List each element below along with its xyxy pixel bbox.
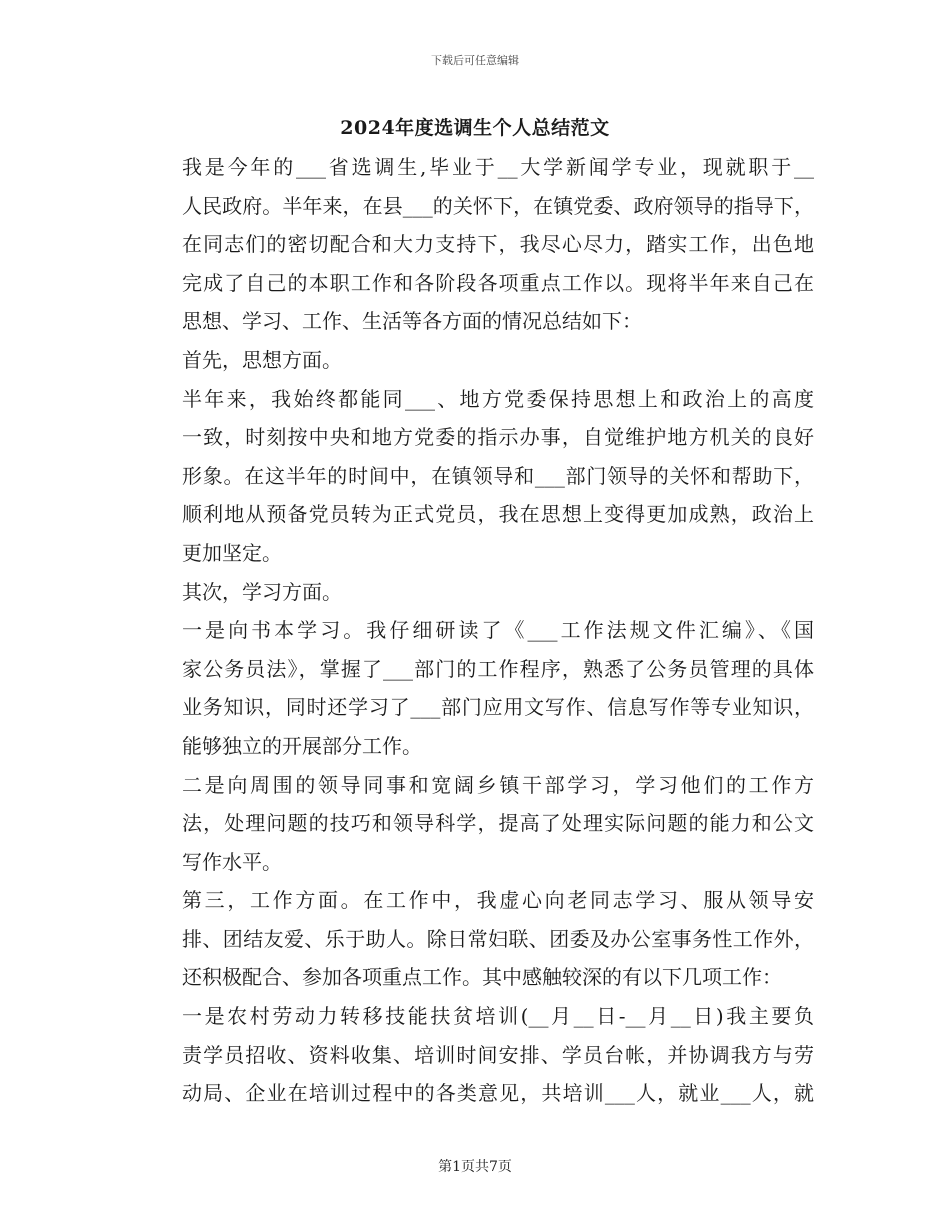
section-heading-study: [142, 573, 814, 612]
text-line: 一致，时刻按中央和地方党委的指示办事，自觉维护地方机关的良好: [182, 425, 814, 450]
text-line: 动局、企业在培训过程中的各类意见，共培训___人，就业___人，就: [182, 1081, 814, 1106]
section-heading-thought: [142, 341, 814, 380]
text-line: 半年来，我始终都能同___、地方党委保持思想上和政治上的高度: [182, 386, 814, 411]
text-line: 一是农村劳动力转移技能扶贫培训(__月__日-__月__日)我主要负: [182, 1004, 814, 1029]
paragraph-thought: [142, 380, 814, 573]
text-line: 排、团结友爱、乐于助人。除日常妇联、团委及办公室事务性工作外，: [182, 926, 814, 951]
text-line: 一是向书本学习。我仔细研读了《___工作法规文件汇编》、《国: [182, 618, 814, 643]
text-line: 形象。在这半年的时间中，在镇领导和___部门领导的关怀和帮助下，: [182, 463, 814, 488]
paragraph-study-books: [142, 611, 814, 765]
text-line: 顺利地从预备党员转为正式党员，我在思想上变得更加成熟，政治上: [182, 502, 814, 527]
text-line: 二是向周围的领导同事和宽阔乡镇干部学习，学习他们的工作方: [182, 772, 814, 797]
paragraph-intro: [142, 148, 814, 341]
text-line: 思想、学习、工作、生活等各方面的情况总结如下：: [182, 309, 642, 334]
paragraph-work-training: [142, 997, 814, 1113]
text-line: 在同志们的密切配合和大力支持下，我尽心尽力，踏实工作，出色地: [182, 232, 814, 257]
text-line: 首先，思想方面。: [182, 347, 342, 372]
text-line: 其次，学习方面。: [182, 579, 342, 604]
text-line: 写作水平。: [182, 849, 282, 874]
text-line: 家公务员法》，掌握了___部门的工作程序，熟悉了公务员管理的具体: [182, 656, 814, 681]
text-line: 能够独立的开展部分工作。: [182, 733, 422, 758]
paragraph-study-colleagues: [142, 766, 814, 882]
document-title: 2024年度选调生个人总结范文: [340, 117, 610, 139]
text-line: 更加坚定。: [182, 540, 282, 565]
text-line: 我是今年的___省选调生,毕业于__大学新闻学专业，现就职于__: [182, 155, 814, 179]
text-line: 人民政府。半年来，在县___的关怀下，在镇党委、政府领导的指导下，: [182, 193, 814, 218]
document-body: [142, 148, 814, 1113]
text-line: 完成了自己的本职工作和各阶段各项重点工作以。现将半年来自己在: [182, 270, 814, 295]
text-line: 业务知识，同时还学习了___部门应用文写作、信息写作等专业知识，: [182, 695, 814, 720]
page-number: 第1页共7页: [438, 1159, 512, 1175]
text-line: 法，处理问题的技巧和领导科学，提高了处理实际问题的能力和公文: [182, 811, 814, 836]
paragraph-work: [142, 881, 814, 997]
text-line: 责学员招收、资料收集、培训时间安排、学员台帐，并协调我方与劳: [182, 1042, 814, 1067]
text-line: 第三，工作方面。在工作中，我虚心向老同志学习、服从领导安: [182, 888, 814, 913]
page-header-note: 下载后可任意编辑: [431, 54, 519, 67]
text-line: 还积极配合、参加各项重点工作。其中感触较深的有以下几项工作：: [182, 965, 782, 990]
